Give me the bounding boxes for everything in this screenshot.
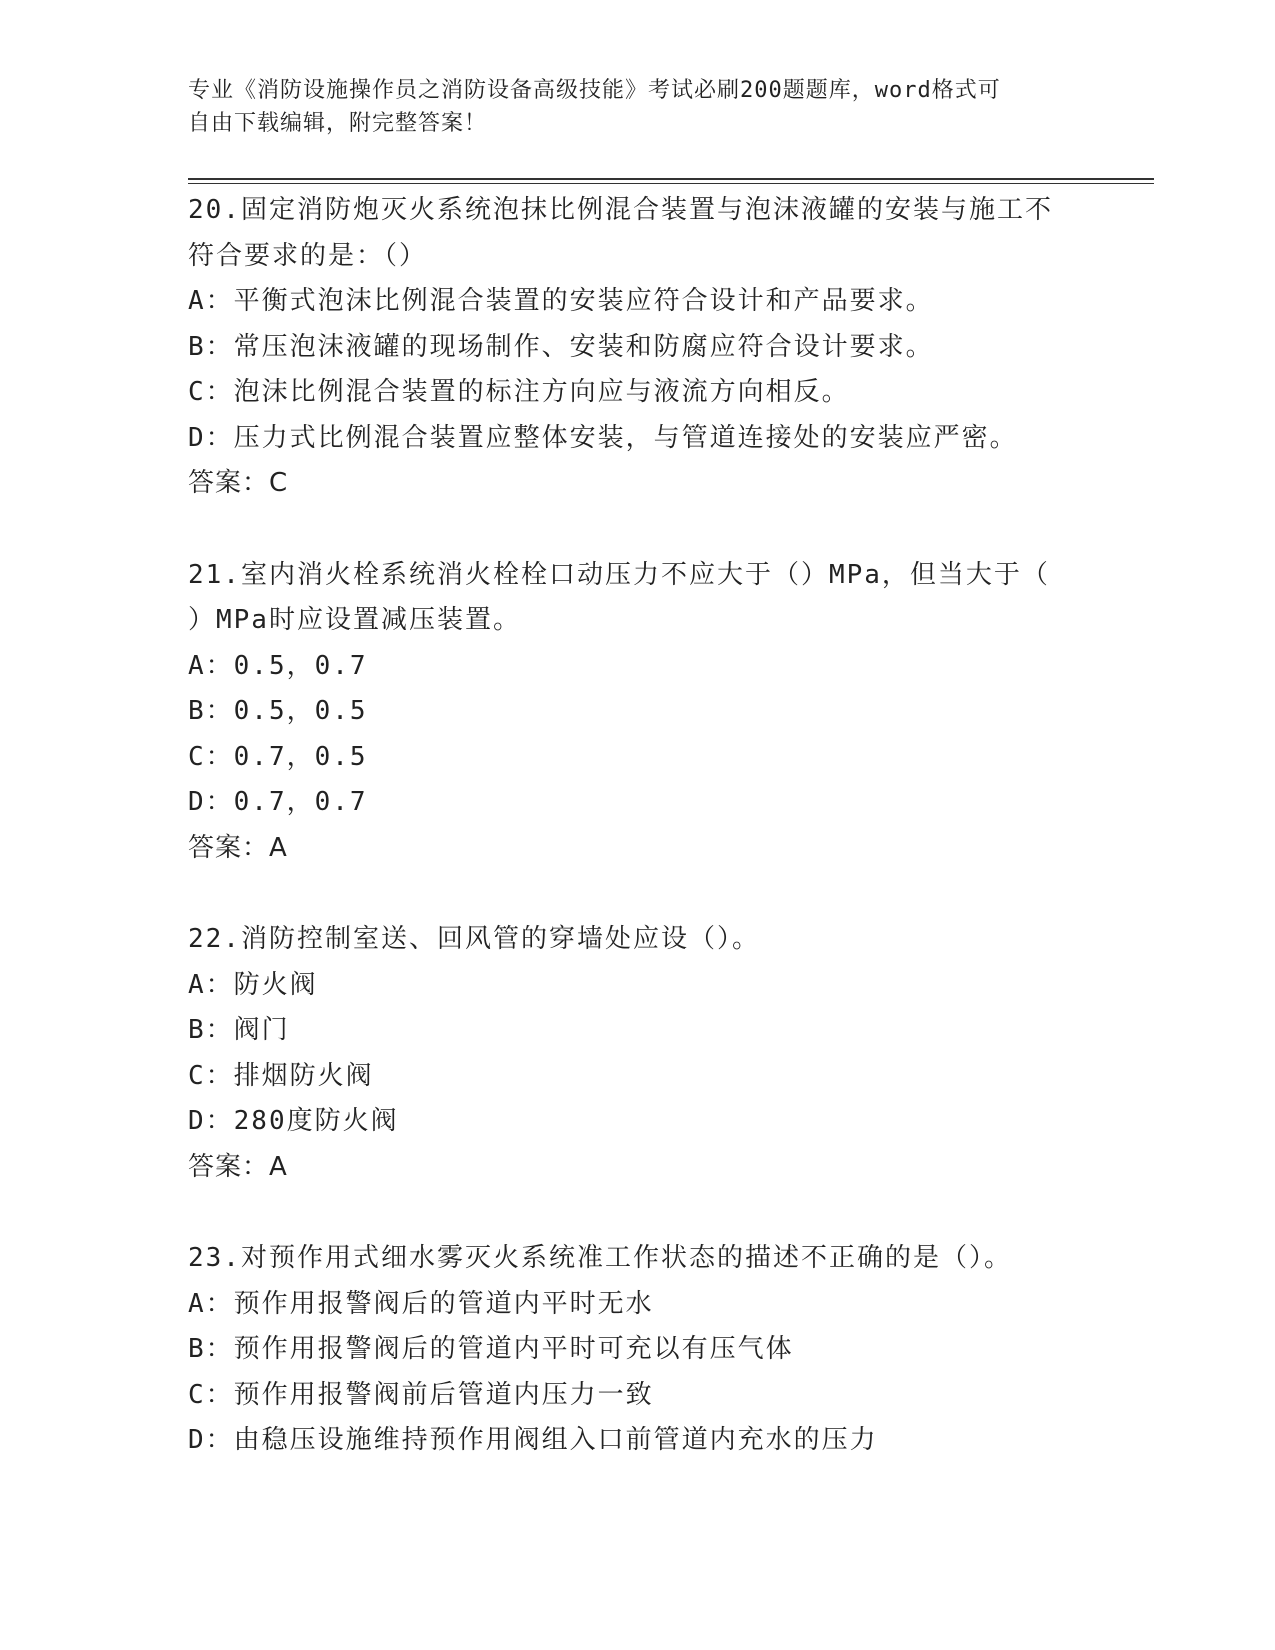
- question-stem-line: 21.室内消火栓系统消火栓栓口动压力不应大于（）MPa，但当大于（: [188, 559, 1050, 590]
- option-c: C：0.7，0.5: [188, 741, 368, 772]
- question-22: [188, 917, 1088, 1190]
- question-20: [188, 188, 1088, 507]
- option-d: D：由稳压设施维持预作用阀组入口前管道内充水的压力: [188, 1425, 878, 1455]
- question-21: [188, 553, 1088, 872]
- option-c: C：排烟防火阀: [188, 1060, 374, 1091]
- answer-line: 答案：A: [188, 1151, 288, 1182]
- spacer: [188, 871, 1088, 917]
- option-d: D：压力式比例混合装置应整体安装，与管道连接处的安装应严密。: [188, 422, 1018, 453]
- header-line-1: 专业《消防设施操作员之消防设备高级技能》考试必刷200题题库，word格式可: [188, 78, 1001, 103]
- question-stem-line: 20.固定消防炮灭火系统泡抹比例混合装置与泡沫液罐的安装与施工不: [188, 195, 1053, 225]
- header-divider-thin: [188, 183, 1154, 184]
- header-line-2: 自由下载编辑，附完整答案！: [188, 111, 488, 136]
- question-list: [188, 188, 1088, 1464]
- option-a: A：0.5，0.7: [188, 650, 368, 681]
- option-d: D：0.7，0.7: [188, 787, 368, 817]
- option-c: C：预作用报警阀前后管道内压力一致: [188, 1379, 654, 1410]
- question-stem-line: 23.对预作用式细水雾灭火系统准工作状态的描述不正确的是（）。: [188, 1243, 1012, 1273]
- question-23: [188, 1236, 1088, 1464]
- answer-line: 答案：C: [188, 468, 289, 498]
- option-a: A：防火阀: [188, 969, 318, 1000]
- option-d: D：280度防火阀: [188, 1106, 399, 1136]
- answer-line: 答案：A: [188, 832, 288, 863]
- option-b: B：常压泡沫液罐的现场制作、安装和防腐应符合设计要求。: [188, 331, 934, 362]
- header-divider-thick: [188, 178, 1154, 180]
- option-a: A：预作用报警阀后的管道内平时无水: [188, 1288, 654, 1319]
- question-stem-line: 符合要求的是：（）: [188, 240, 428, 271]
- question-stem-line: 22.消防控制室送、回风管的穿墙处应设（）。: [188, 924, 760, 954]
- spacer: [188, 507, 1088, 553]
- option-c: C：泡沫比例混合装置的标注方向应与液流方向相反。: [188, 377, 850, 407]
- option-a: A：平衡式泡沫比例混合装置的安装应符合设计和产品要求。: [188, 286, 934, 316]
- option-b: B：预作用报警阀后的管道内平时可充以有压气体: [188, 1334, 794, 1364]
- document-header: [188, 74, 1068, 140]
- question-stem-line: ）MPa时应设置减压装置。: [188, 605, 521, 635]
- option-b: B：0.5，0.5: [188, 696, 368, 726]
- option-b: B：阀门: [188, 1015, 290, 1045]
- spacer: [188, 1190, 1088, 1236]
